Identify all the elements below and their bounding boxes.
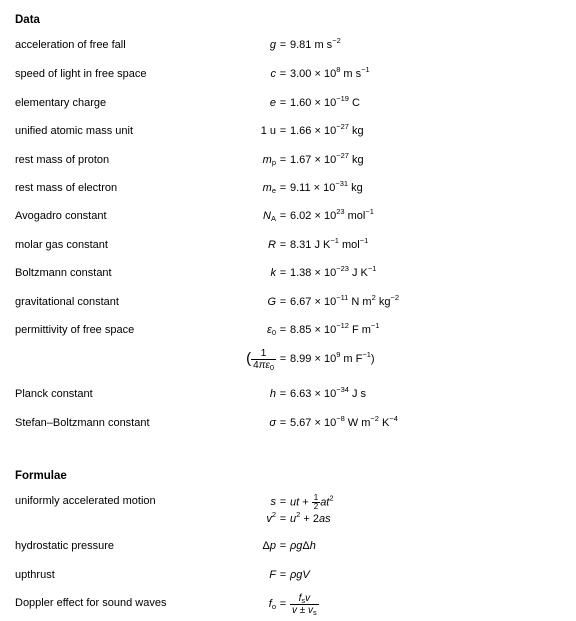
data-row xyxy=(0,179,576,198)
row-label: speed of light in free space xyxy=(15,68,147,80)
data-row xyxy=(0,36,576,55)
data-row xyxy=(0,236,576,255)
row-equation: $v^2 = u^2 + 2as$ xyxy=(266,510,331,525)
row-equation: 1 $u = 1.66 \times 10^{-27}$ kg xyxy=(260,122,364,137)
row-equation: $h = 6.63 \times 10^{-34}$ J s xyxy=(269,385,367,400)
row-label: Planck constant xyxy=(15,388,93,400)
data-row xyxy=(0,264,576,283)
row-label: Boltzmann constant xyxy=(15,267,112,279)
row-label: uniformly accelerated motion xyxy=(15,495,156,507)
row-equation: F = ρgV xyxy=(269,569,310,581)
data-row xyxy=(0,385,576,404)
data-row xyxy=(0,151,576,170)
data-row xyxy=(0,122,576,141)
row-label: rest mass of proton xyxy=(15,154,110,166)
row-equation: R = 8.31 J $K^{-1}$ mol$^{-1}$ xyxy=(268,236,369,251)
formulae-heading: Formulae xyxy=(15,470,67,482)
formula-row xyxy=(0,495,576,531)
row-equation: $c = 3.00 \times 10^8$ m $s^{-1}$ xyxy=(270,65,370,80)
row-label: Avogadro constant xyxy=(15,210,107,222)
data-row xyxy=(0,344,576,374)
row-equation: s = ut + $\frac{1}{2}$ $at^2$ xyxy=(270,493,334,511)
row-equation: $f_o$ = $\frac{f_sv}{v \pm v_s}$ xyxy=(268,592,317,617)
row-equation: $G = 6.67 \times 10^{-11}$ N $m^2$ $kg^{-2}$ xyxy=(267,293,400,308)
row-equation: $e = 1.60 \times 10^{-19}$ C xyxy=(269,94,360,109)
row-equation: Δp = ρgΔh xyxy=(262,540,316,552)
row-label: elementary charge xyxy=(15,97,107,109)
row-label: upthrust xyxy=(15,569,55,581)
formula-row xyxy=(0,540,576,556)
row-equation: $k = 1.38 \times 10^{-23}$ J $K^{-1}$ xyxy=(270,264,377,279)
formula-row xyxy=(0,590,576,618)
row-equation: ( $\frac{1}{4\pi\varepsilon_0}$ = $8.99 \times 10^9$ m $F^{-1}$) xyxy=(246,347,375,372)
row-label: acceleration of free fall xyxy=(15,39,126,51)
row-equation: g = 9.81 m $s^{-2}$ xyxy=(269,36,341,51)
row-equation: $N_A = 6.02 \times 10^{23}$ mol$^{-1}$ xyxy=(263,207,374,223)
row-label: molar gas constant xyxy=(15,239,108,251)
row-equation: $\varepsilon_0 = 8.85 \times 10^{-12}$ F $m^{-1}$ xyxy=(266,321,380,337)
data-row xyxy=(0,94,576,113)
row-label: gravitational constant xyxy=(15,296,119,308)
row-label: rest mass of electron xyxy=(15,182,118,194)
row-label: permittivity of free space xyxy=(15,324,135,336)
data-row xyxy=(0,414,576,433)
row-label: Doppler effect for sound waves xyxy=(15,597,167,609)
formula-row xyxy=(0,569,576,585)
data-row xyxy=(0,207,576,226)
row-equation: $m_p = 1.67 \times 10^{-27}$ kg xyxy=(262,151,364,167)
data-row xyxy=(0,65,576,84)
data-row xyxy=(0,293,576,312)
row-equation: $m_e = 9.11 \times 10^{-31}$ kg xyxy=(262,179,363,195)
row-equation: $\sigma = 5.67 \times 10^{-8}$ W $m^{-2}$ $K^{-4}$ xyxy=(269,414,398,429)
row-label: hydrostatic pressure xyxy=(15,540,115,552)
row-label: unified atomic mass unit xyxy=(15,125,133,137)
data-row xyxy=(0,321,576,340)
data-heading: Data xyxy=(15,14,40,26)
row-label: Stefan–Boltzmann constant xyxy=(15,417,150,429)
